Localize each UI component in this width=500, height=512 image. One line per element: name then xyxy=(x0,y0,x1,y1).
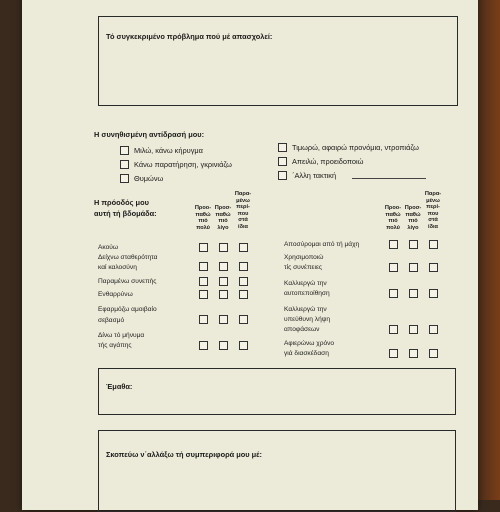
progress-checkbox[interactable] xyxy=(389,325,398,334)
reaction-label: Η συνηθισμένη αντίδρασή μου: xyxy=(94,130,205,139)
progress-checkbox[interactable] xyxy=(389,349,398,358)
progress-checkbox[interactable] xyxy=(429,289,438,298)
progress-checkbox[interactable] xyxy=(199,243,208,252)
progress-subtitle: αυτή τή βδομάδα: xyxy=(94,209,157,218)
col-header-much-more: Προο- παθώ πιό πολύ xyxy=(384,205,402,231)
progress-checkbox[interactable] xyxy=(219,341,228,350)
progress-checkbox[interactable] xyxy=(389,240,398,249)
progress-checkbox[interactable] xyxy=(199,315,208,324)
progress-row-label: Δείχνω σταθερότητα xyxy=(98,254,158,261)
progress-checkbox[interactable] xyxy=(239,290,248,299)
progress-row-label: Παραμένω συνεπής xyxy=(98,278,157,285)
progress-row-label: Εφαρμόζω αμοιβαίο xyxy=(98,306,157,313)
progress-row-label: Ενθαρρύνω xyxy=(98,291,133,298)
goal-label: Σκοπεύω ν΄αλλάξω τή συμπεριφορά μου μέ: xyxy=(106,450,262,459)
progress-checkbox[interactable] xyxy=(199,341,208,350)
reaction-checkbox-2[interactable] xyxy=(120,160,129,169)
progress-checkbox[interactable] xyxy=(429,349,438,358)
progress-checkbox[interactable] xyxy=(199,277,208,286)
reaction-option: Τιμωρώ, αφαιρώ προνόμια, ντροπιάζω xyxy=(292,143,419,152)
col-header-less: Προσ- παθώ πιό λίγο xyxy=(404,205,422,231)
progress-checkbox[interactable] xyxy=(199,290,208,299)
progress-checkbox[interactable] xyxy=(409,289,418,298)
reaction-option: ΄Αλλη τακτική xyxy=(292,171,337,180)
progress-row-label: Καλλιεργώ την xyxy=(284,280,327,287)
other-tactic-line[interactable] xyxy=(352,178,426,179)
col-header-same: Παρα- μένω περί- που στά ίδια xyxy=(424,191,442,230)
progress-checkbox[interactable] xyxy=(239,341,248,350)
progress-checkbox[interactable] xyxy=(219,290,228,299)
progress-checkbox[interactable] xyxy=(199,262,208,271)
progress-checkbox[interactable] xyxy=(389,289,398,298)
reaction-option: Μιλώ, κάνω κήρυγμα xyxy=(134,146,203,155)
progress-row-label: Καλλιεργώ την xyxy=(284,306,327,313)
reaction-checkbox-6[interactable] xyxy=(278,171,287,180)
progress-row-label: Ακούω xyxy=(98,244,119,251)
progress-row-label: γιά διασκέδαση xyxy=(284,350,329,357)
progress-checkbox[interactable] xyxy=(429,240,438,249)
progress-checkbox[interactable] xyxy=(219,315,228,324)
progress-checkbox[interactable] xyxy=(219,277,228,286)
progress-checkbox[interactable] xyxy=(219,243,228,252)
progress-row-label: αυτοπεποίθηση xyxy=(284,290,330,297)
col-header-much-more: Προο- παθώ πιό πολύ xyxy=(194,205,212,231)
reaction-option: Κάνω παρατήρηση, γκρινιάζω xyxy=(134,160,232,169)
progress-row-label: Αφιερώνω χρόνο xyxy=(284,340,335,347)
progress-row-label: Χρησιμοποιώ xyxy=(284,254,324,261)
progress-checkbox[interactable] xyxy=(389,263,398,272)
progress-row-label: Δίνω τό μήνυμα xyxy=(98,332,145,339)
progress-row-label: καί καλοσύνη xyxy=(98,264,137,271)
reaction-checkbox-1[interactable] xyxy=(120,146,129,155)
progress-row-label: Αποσύρομαι από τή μάχη xyxy=(284,241,360,248)
problem-label: Τό συγκεκριμένο πρόβλημα πού μέ απασχολεί: xyxy=(106,32,273,41)
progress-row-label: υπεύθυνη λήψη xyxy=(284,316,331,323)
progress-checkbox[interactable] xyxy=(409,240,418,249)
progress-row-label: τής αγάπης xyxy=(98,342,132,349)
progress-checkbox[interactable] xyxy=(239,262,248,271)
progress-row-label: τίς συνέπειες xyxy=(284,264,323,271)
progress-checkbox[interactable] xyxy=(239,315,248,324)
progress-checkbox[interactable] xyxy=(409,325,418,334)
progress-checkbox[interactable] xyxy=(239,277,248,286)
reaction-checkbox-4[interactable] xyxy=(278,143,287,152)
progress-title: Η πρόοδός μου xyxy=(94,198,149,207)
learned-box[interactable] xyxy=(98,368,456,415)
reaction-option: Απειλώ, προειδοποιώ xyxy=(292,157,364,166)
reaction-checkbox-5[interactable] xyxy=(278,157,287,166)
col-header-less: Προσ- παθώ πιό λίγο xyxy=(214,205,232,231)
workbook-page xyxy=(22,0,478,510)
progress-row-label: αποφάσεων xyxy=(284,326,320,333)
book-edge xyxy=(476,0,500,500)
problem-box[interactable] xyxy=(98,16,458,106)
learned-label: Έμαθα: xyxy=(106,382,133,391)
progress-checkbox[interactable] xyxy=(409,263,418,272)
col-header-same: Παρα- μένω περί- που στά ίδια xyxy=(234,191,252,230)
progress-checkbox[interactable] xyxy=(429,263,438,272)
progress-checkbox[interactable] xyxy=(429,325,438,334)
reaction-option: Θυμώνω xyxy=(134,174,164,183)
progress-checkbox[interactable] xyxy=(219,262,228,271)
progress-checkbox[interactable] xyxy=(239,243,248,252)
progress-checkbox[interactable] xyxy=(409,349,418,358)
reaction-checkbox-3[interactable] xyxy=(120,174,129,183)
progress-row-label: σεβασμό xyxy=(98,317,125,324)
